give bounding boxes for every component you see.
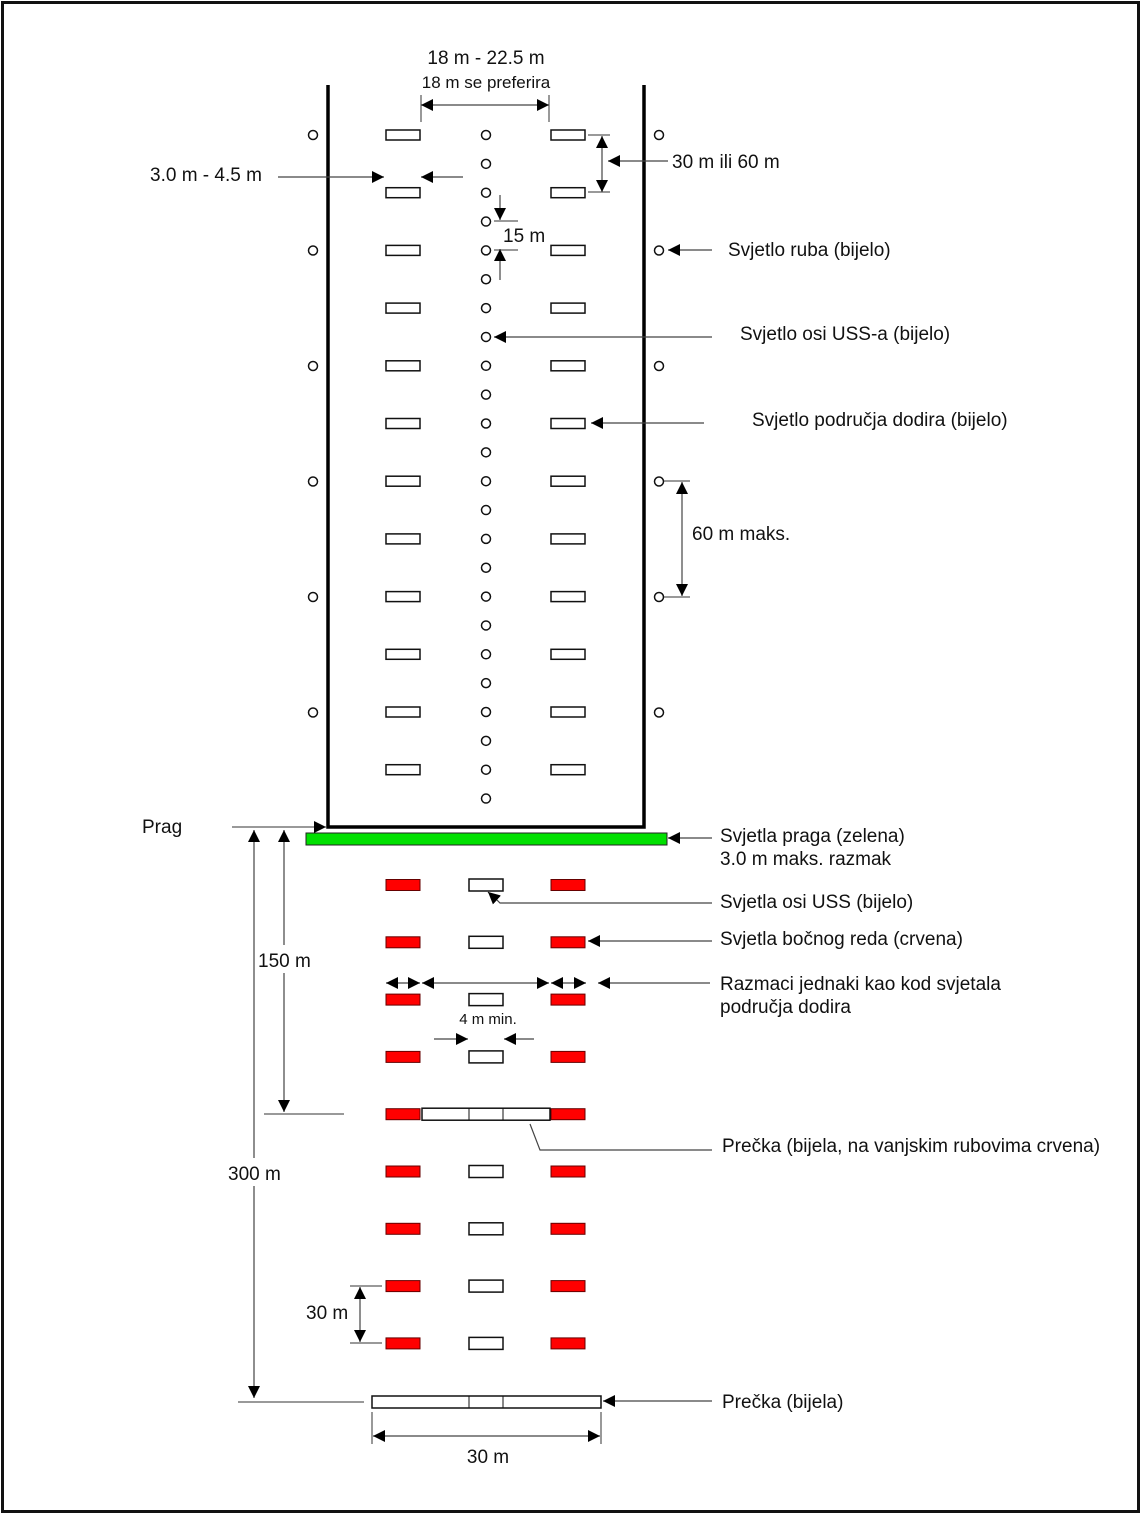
side-row-light bbox=[386, 1109, 420, 1120]
spacing-label-2: područja dodira bbox=[720, 997, 851, 1018]
side-row-light bbox=[386, 1223, 420, 1234]
touchdown-light bbox=[551, 649, 585, 659]
side-row-light bbox=[551, 880, 585, 891]
touchdown-light bbox=[551, 534, 585, 544]
spacing-label-1: Razmaci jednaki kao kod svjetala bbox=[720, 974, 1001, 995]
centerline-light bbox=[482, 621, 491, 630]
touchdown-light-label: Svjetlo područja dodira (bijelo) bbox=[752, 410, 1008, 431]
centerline-light bbox=[482, 131, 491, 140]
side-row-light bbox=[551, 1109, 585, 1120]
centerline-spacing-label: 15 m bbox=[503, 226, 546, 247]
gap-4m-label: 4 m min. bbox=[459, 1011, 517, 1028]
centerline-light bbox=[482, 419, 491, 428]
approach-center-label: Svjetla osi USS (bijelo) bbox=[720, 892, 914, 913]
touchdown-light bbox=[386, 303, 420, 313]
centerline-light bbox=[482, 188, 491, 197]
approach-centerline-light bbox=[469, 1051, 503, 1063]
edge-light bbox=[309, 593, 318, 602]
touchdown-light bbox=[386, 765, 420, 775]
centerline-light bbox=[482, 304, 491, 313]
side-row-light bbox=[386, 1338, 420, 1349]
side-row-light bbox=[551, 1338, 585, 1349]
gap-label: 3.0 m - 4.5 m bbox=[150, 165, 262, 186]
threshold-lights-bar bbox=[306, 833, 667, 845]
centerline-light bbox=[482, 794, 491, 803]
touchdown-light bbox=[386, 188, 420, 198]
side-row-light bbox=[386, 1166, 420, 1177]
edge-light bbox=[309, 131, 318, 140]
side-row-light bbox=[386, 880, 420, 891]
centerline-light bbox=[482, 534, 491, 543]
edge-light bbox=[309, 708, 318, 717]
side-row-light bbox=[551, 1223, 585, 1234]
prag-label: Prag bbox=[142, 817, 183, 838]
touchdown-light bbox=[551, 765, 585, 775]
width-preferred-label: 18 m se preferira bbox=[421, 73, 551, 92]
centerline-light bbox=[482, 390, 491, 399]
centerline-light bbox=[482, 708, 491, 717]
threshold-label-2: 3.0 m maks. razmak bbox=[720, 849, 892, 870]
side-row-light bbox=[386, 937, 420, 948]
centerline-light bbox=[482, 477, 491, 486]
touchdown-light bbox=[386, 476, 420, 486]
centerline-light bbox=[482, 650, 491, 659]
spacing-30-60-label: 30 m ili 60 m bbox=[672, 152, 780, 173]
side-row-light bbox=[386, 1281, 420, 1292]
side-row-light bbox=[386, 994, 420, 1005]
centerline-light bbox=[482, 736, 491, 745]
crossbar-width-label: 30 m bbox=[466, 1447, 510, 1468]
centerline-light bbox=[482, 563, 491, 572]
centerline-light bbox=[482, 332, 491, 341]
centerline-light bbox=[482, 506, 491, 515]
side-row-label: Svjetla bočnog reda (crvena) bbox=[720, 929, 963, 950]
dist-300-label: 300 m bbox=[228, 1164, 281, 1185]
side-row-light bbox=[386, 1051, 420, 1062]
crossbar-red-edges bbox=[422, 1108, 550, 1120]
edge-spacing-label: 60 m maks. bbox=[692, 524, 791, 545]
side-row-light bbox=[551, 1051, 585, 1062]
touchdown-light bbox=[386, 649, 420, 659]
edge-light bbox=[655, 362, 664, 371]
touchdown-light bbox=[551, 245, 585, 255]
touchdown-light bbox=[386, 707, 420, 717]
touchdown-light bbox=[386, 245, 420, 255]
approach-centerline-light bbox=[469, 1337, 503, 1349]
side-row-light bbox=[551, 937, 585, 948]
touchdown-light bbox=[551, 419, 585, 429]
dist-30-label: 30 m bbox=[306, 1303, 349, 1324]
approach-centerline-light bbox=[469, 1166, 503, 1178]
touchdown-light bbox=[386, 361, 420, 371]
touchdown-light bbox=[551, 130, 585, 140]
centerline-light bbox=[482, 592, 491, 601]
centerline-light bbox=[482, 765, 491, 774]
edge-light bbox=[655, 708, 664, 717]
touchdown-light bbox=[386, 130, 420, 140]
centerline-light bbox=[482, 159, 491, 168]
centerline-light-label: Svjetlo osi USS-a (bijelo) bbox=[740, 324, 951, 345]
centerline-light bbox=[482, 361, 491, 370]
touchdown-light bbox=[551, 361, 585, 371]
approach-centerline-light bbox=[469, 936, 503, 948]
approach-centerline-light bbox=[469, 1223, 503, 1235]
dist-150-label: 150 m bbox=[258, 951, 311, 972]
edge-light bbox=[655, 477, 664, 486]
crossbar-white-label: Prečka (bijela) bbox=[722, 1392, 844, 1413]
touchdown-light bbox=[551, 188, 585, 198]
touchdown-light bbox=[551, 592, 585, 602]
approach-centerline-light bbox=[469, 994, 503, 1006]
crossbar-white bbox=[372, 1396, 601, 1408]
centerline-light bbox=[482, 275, 491, 284]
touchdown-light bbox=[386, 592, 420, 602]
touchdown-light bbox=[386, 534, 420, 544]
approach-centerline-light bbox=[469, 879, 503, 891]
edge-light bbox=[655, 131, 664, 140]
centerline-light bbox=[482, 679, 491, 688]
centerline-light bbox=[482, 448, 491, 457]
side-row-light bbox=[551, 994, 585, 1005]
side-row-light bbox=[551, 1281, 585, 1292]
edge-light bbox=[309, 477, 318, 486]
touchdown-light bbox=[551, 707, 585, 717]
edge-light bbox=[655, 593, 664, 602]
edge-light-label: Svjetlo ruba (bijelo) bbox=[728, 240, 891, 261]
edge-light bbox=[655, 246, 664, 255]
crossbar-red-label: Prečka (bijela, na vanjskim rubovima crvena) bbox=[722, 1136, 1101, 1157]
touchdown-light bbox=[386, 419, 420, 429]
centerline-light bbox=[482, 246, 491, 255]
threshold-label-1: Svjetla praga (zelena) bbox=[720, 826, 905, 847]
edge-light bbox=[309, 246, 318, 255]
width-range-label: 18 m - 22.5 m bbox=[427, 48, 545, 69]
approach-centerline-light bbox=[469, 1280, 503, 1292]
side-row-light bbox=[551, 1166, 585, 1177]
touchdown-light bbox=[551, 476, 585, 486]
touchdown-light bbox=[551, 303, 585, 313]
edge-light bbox=[309, 362, 318, 371]
centerline-light bbox=[482, 217, 491, 226]
